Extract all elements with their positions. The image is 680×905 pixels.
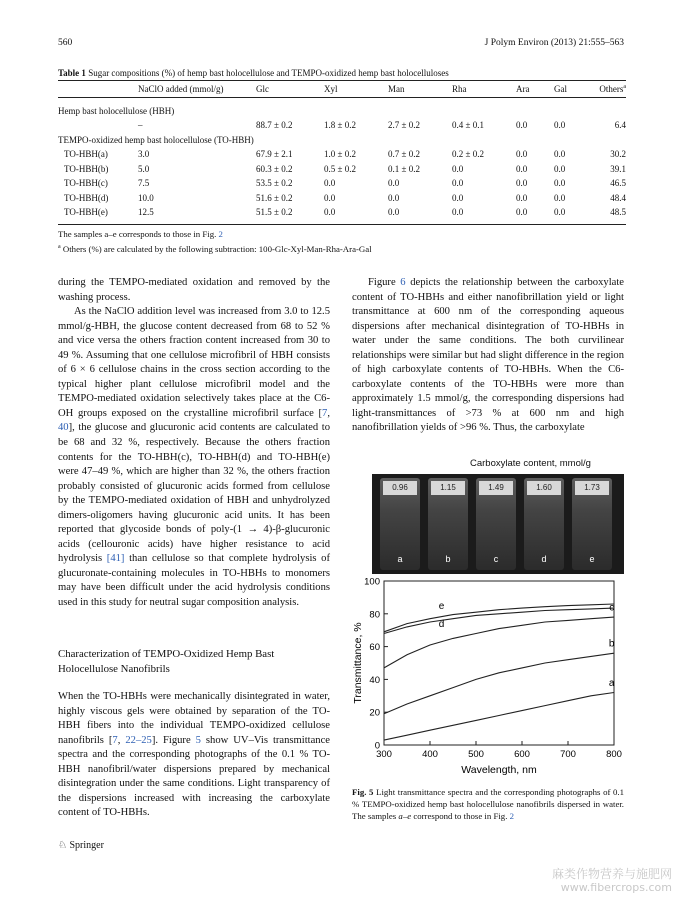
x-tick-label: 500 [468,749,484,760]
table-cell: 53.5 ± 0.2 [256,178,293,189]
fig2-link[interactable]: 2 [509,811,514,821]
table1-footnote-1 [58,229,223,239]
text: than cellulose so that complete hydrolysis of glucuronate-containing molecules in TO-HBHs to monomers may have been difficult under the acid hydrolysis conditions used in this study for neutral sugar composition analysis. [58,553,330,609]
left-column-bottom [58,690,330,821]
table-cell: 1.8 ± 0.2 [324,120,356,131]
table-cell: 67.9 ± 2.1 [256,149,293,160]
vials-photo [372,474,624,574]
text: show UV–Vis transmittance spectra and the corresponding photographs of the 0.1 % TO-HBH nanofibril/water dispersions prepared by mechanical disintegration under the same conditions. Light transparency of the dispersions increased with increasing the carboxylate content of TO-HBHs. [58,734,331,819]
table-row [58,191,626,206]
vial-letter: b [445,554,451,564]
springer-horse-icon: ♘ [58,840,67,851]
vial-value: 1.60 [527,481,561,495]
footnote-text: The samples a–e corresponds to those in Fig. [58,229,219,239]
table-cell: 0.7 ± 0.2 [388,149,420,160]
table-cell: 0.0 [324,207,336,218]
vial-value: 1.73 [575,481,609,495]
text: As the NaClO addition level was increased from 3.0 to 12.5 mmol/g-HBH, the glucose content decreased from 68 to 52 % and vice versa the others fraction content increased from 30 to 49 %. Assuming that one cellulose microfibril of HBH consists of 6 × 6 cellulose chains in the cross section according to the typical higher plant cellulose microfibril model and the TEMPO-mediated oxidation selectively takes place at the C6-OH groups exposed on the crystalline microfibril surface [ [58,306,330,419]
text: , [327,407,330,419]
col-header: Man [388,84,405,95]
table-cell: 51.6 ± 0.2 [256,192,293,203]
table-cell: TO-HBH(b) [64,163,109,174]
vial-a [380,478,420,570]
page-number: 560 [58,38,73,48]
table-cell: 0.5 ± 0.2 [324,163,356,174]
table-row [58,118,626,133]
table-cell: 0.0 [516,178,528,189]
table-cell: 0.0 [388,192,400,203]
table-row [58,147,626,162]
caption-italic: a–e [398,811,412,821]
table-cell: 3.0 [138,149,150,160]
ref-link[interactable]: [41] [106,553,125,565]
table-cell: 6.4 [614,120,626,131]
table-cell: TO-HBH(a) [64,149,108,160]
table-cell: 0.0 [554,178,566,189]
table-cell: 0.0 [516,192,528,203]
table-row [58,205,626,220]
table1-caption [58,68,449,78]
table-cell: 5.0 [138,163,150,174]
vial-b [428,478,468,570]
table1-header-row [58,82,626,97]
table-cell: 0.0 [324,178,336,189]
col-header: Xyl [324,84,338,95]
text: , [117,734,126,746]
col-header [592,82,626,97]
curve-label-c: c [609,602,615,614]
table-cell: 12.5 [138,207,154,218]
figure5-caption [352,786,624,822]
table-cell: 88.7 ± 0.2 [256,120,293,131]
watermark [552,868,672,894]
section-label: TEMPO-oxidized hemp bast holocellulose (TO-HBH) [58,134,254,145]
table1-label: Table 1 [58,68,86,78]
table-cell: 0.2 ± 0.2 [452,149,484,160]
table-cell: 2.7 ± 0.2 [388,120,420,131]
table-cell: 0.0 [516,163,528,174]
right-column-top [352,276,624,436]
watermark-url: www.fibercrops.com [560,881,672,894]
table-cell: 39.1 [610,163,626,174]
vial-c [476,478,516,570]
table-cell: 48.4 [610,192,626,203]
table-row [58,176,626,191]
table1-top-rule [58,80,626,81]
curve-label-d: d [438,618,445,630]
table-cell: 0.0 [554,207,566,218]
table-cell: 51.5 ± 0.2 [256,207,293,218]
table-cell: 1.0 ± 0.2 [324,149,356,160]
vial-value: 0.96 [383,481,417,495]
curve-label-b: b [608,638,615,650]
table1-section-row [58,133,626,148]
table-cell: 0.0 [452,192,464,203]
table-cell: 10.0 [138,192,154,203]
figure-label: Fig. 5 [352,787,374,797]
vial-letter: d [541,554,547,564]
table-cell: 0.0 [324,192,336,203]
left-column-top [58,276,330,611]
col-header: Rha [452,84,467,95]
x-axis-label: Wavelength, nm [461,764,537,776]
text: Figure [368,277,401,288]
table-cell: 0.0 [554,163,566,174]
table-cell: 0.0 [516,149,528,160]
table-cell: 0.0 [452,178,464,189]
table-cell: 0.4 ± 0.1 [452,120,484,131]
vial-letter: e [589,554,595,564]
table-cell: 0.1 ± 0.2 [388,163,420,174]
vial-letter: c [493,554,499,564]
ref-link[interactable]: 40 [58,422,69,434]
table-cell: 0.0 [516,120,528,131]
y-tick-label: 0 [374,740,380,752]
col-header: Ara [516,84,530,95]
x-tick-label: 800 [606,749,622,760]
curve-label-a: a [608,677,615,689]
caption-text: correspond to those in Fig. [411,811,510,821]
springer-logo-text: Springer [69,840,104,851]
table-cell: 30.2 [610,149,626,160]
transmittance-chart [340,574,630,778]
table-cell: 60.3 ± 0.2 [256,163,293,174]
table-cell: TO-HBH(c) [64,178,108,189]
caption-text: Light transmittance spectra and the corresponding photographs of 0.1 % TEMPO-oxidized hemp bast holocellulose nanofibrils dispersed in water. The samples [352,787,625,821]
paragraph [58,690,330,821]
footnote-mark: a [58,244,61,251]
section-label: Hemp bast holocellulose (HBH) [58,105,175,116]
watermark-text: 麻类作物营养与施肥网 [551,867,672,881]
vial-value: 1.15 [431,481,465,495]
table-cell: 48.5 [610,207,626,218]
table-cell: 0.0 [554,120,566,131]
table-cell: 0.0 [452,207,464,218]
table-cell: 0.0 [388,178,400,189]
y-tick-label: 40 [369,674,380,686]
table-cell: – [138,120,143,131]
x-tick-label: 400 [422,749,438,760]
x-tick-label: 300 [376,749,392,760]
others-label: Others [599,84,624,95]
springer-logo [58,840,104,851]
col-header: Glc [256,84,269,95]
table-cell: 0.0 [554,149,566,160]
table1 [58,82,626,220]
others-footnote-mark: a [623,84,626,91]
y-tick-label: 60 [369,642,380,654]
table-cell: 0.0 [554,192,566,203]
vial-e [572,478,612,570]
ref-link[interactable]: 7 [112,734,118,746]
table1-section-row [58,104,626,119]
col-header: Gal [554,84,567,95]
table-cell: 0.0 [388,207,400,218]
table-cell: 7.5 [138,178,150,189]
vial-d [524,478,564,570]
curve-label-e: e [438,600,445,612]
table-row [58,162,626,177]
y-axis-label: Transmittance, % [352,622,364,704]
x-tick-label: 700 [560,749,576,760]
paragraph: during the TEMPO-mediated oxidation and removed by the washing process. [58,277,330,303]
x-tick-label: 600 [514,749,530,760]
paragraph [58,305,330,610]
ref-link[interactable]: 22–25 [125,734,152,746]
table-cell: TO-HBH(d) [64,192,109,203]
text: depicts the relationship between the carboxylate content of TO-HBHs and either nanofibrillation yield or light transmittance at 600 nm of the corresponding aqueous dispersions after mechanical disintegration of TO-HBHs in water under the same conditions. The both curvilinear relationships were similar but had slight difference in the region of high carboxylate contents of TO-HBHs. When the C6-carboxylate contents of the TO-HBHs were more than approximately 1.5 mmol/g, the corresponding dispersions had light-transmittances of >73 % at 600 nm and high nanofibrillation yields of >96 %. Thus, the carboxylate [352,277,624,434]
section-heading: Characterization of TEMPO-Oxidized Hemp Bast Holocellulose Nanofibrils [58,648,275,675]
table1-footnote-2 [58,244,372,254]
photo-title: Carboxylate content, mmol/g [470,458,591,469]
text: When the TO-HBHs were mechanically disintegrated in water, highly viscous gels were obtained by separation of the TO-HBH fibers into the individual TEMPO-oxidized cellulose nanofibrils [ [58,691,330,746]
text: ], the glucose and glucuronic acid contents are calculated to be 68 and 32 %, respectively. Because the others fraction contents for the TO-HBH(c), TO-HBH(d) and TO-HBH(e) were 47–49 %, which are higher than 32 %, the others fraction probably consisted of glucuronic acids formed from cellulose by the TEMPO-mediated oxidation of HBH and unhydrolyzed dimers-oligomers having glucuronic acid units. It has been reported that glycoside bonds of poly-(1 → 4)-β-glucuronic acids (cellouronic acids) have higher resistance to acid hydrolysis [58,422,330,565]
paragraph [352,276,624,436]
table-cell: TO-HBH(e) [64,207,108,218]
vial-letter: a [397,554,403,564]
col-header: NaClO added (mmol/g) [138,84,224,95]
journal-citation: J Polym Environ (2013) 21:555–563 [484,38,624,48]
table1-caption-text: Sugar compositions (%) of hemp bast holocellulose and TEMPO-oxidized hemp bast holocelluloses [88,68,449,78]
fig5-link[interactable]: 5 [195,734,201,746]
fig2-link[interactable]: 2 [218,229,223,239]
table-cell: 46.5 [610,178,626,189]
text: ]. Figure [151,734,196,746]
fig6-link[interactable]: 6 [400,277,406,288]
y-tick-label: 20 [369,707,380,719]
table-cell: 0.0 [452,163,464,174]
table-cell: 0.0 [516,207,528,218]
table1-bottom-rule [58,224,626,225]
vial-value: 1.49 [479,481,513,495]
y-tick-label: 100 [364,576,380,588]
footnote-text: Others (%) are calculated by the following subtraction: 100-Glc-Xyl-Man-Rha-Ara-Gal [60,244,372,254]
ref-link[interactable]: 7 [322,407,328,419]
y-tick-label: 80 [369,609,380,621]
